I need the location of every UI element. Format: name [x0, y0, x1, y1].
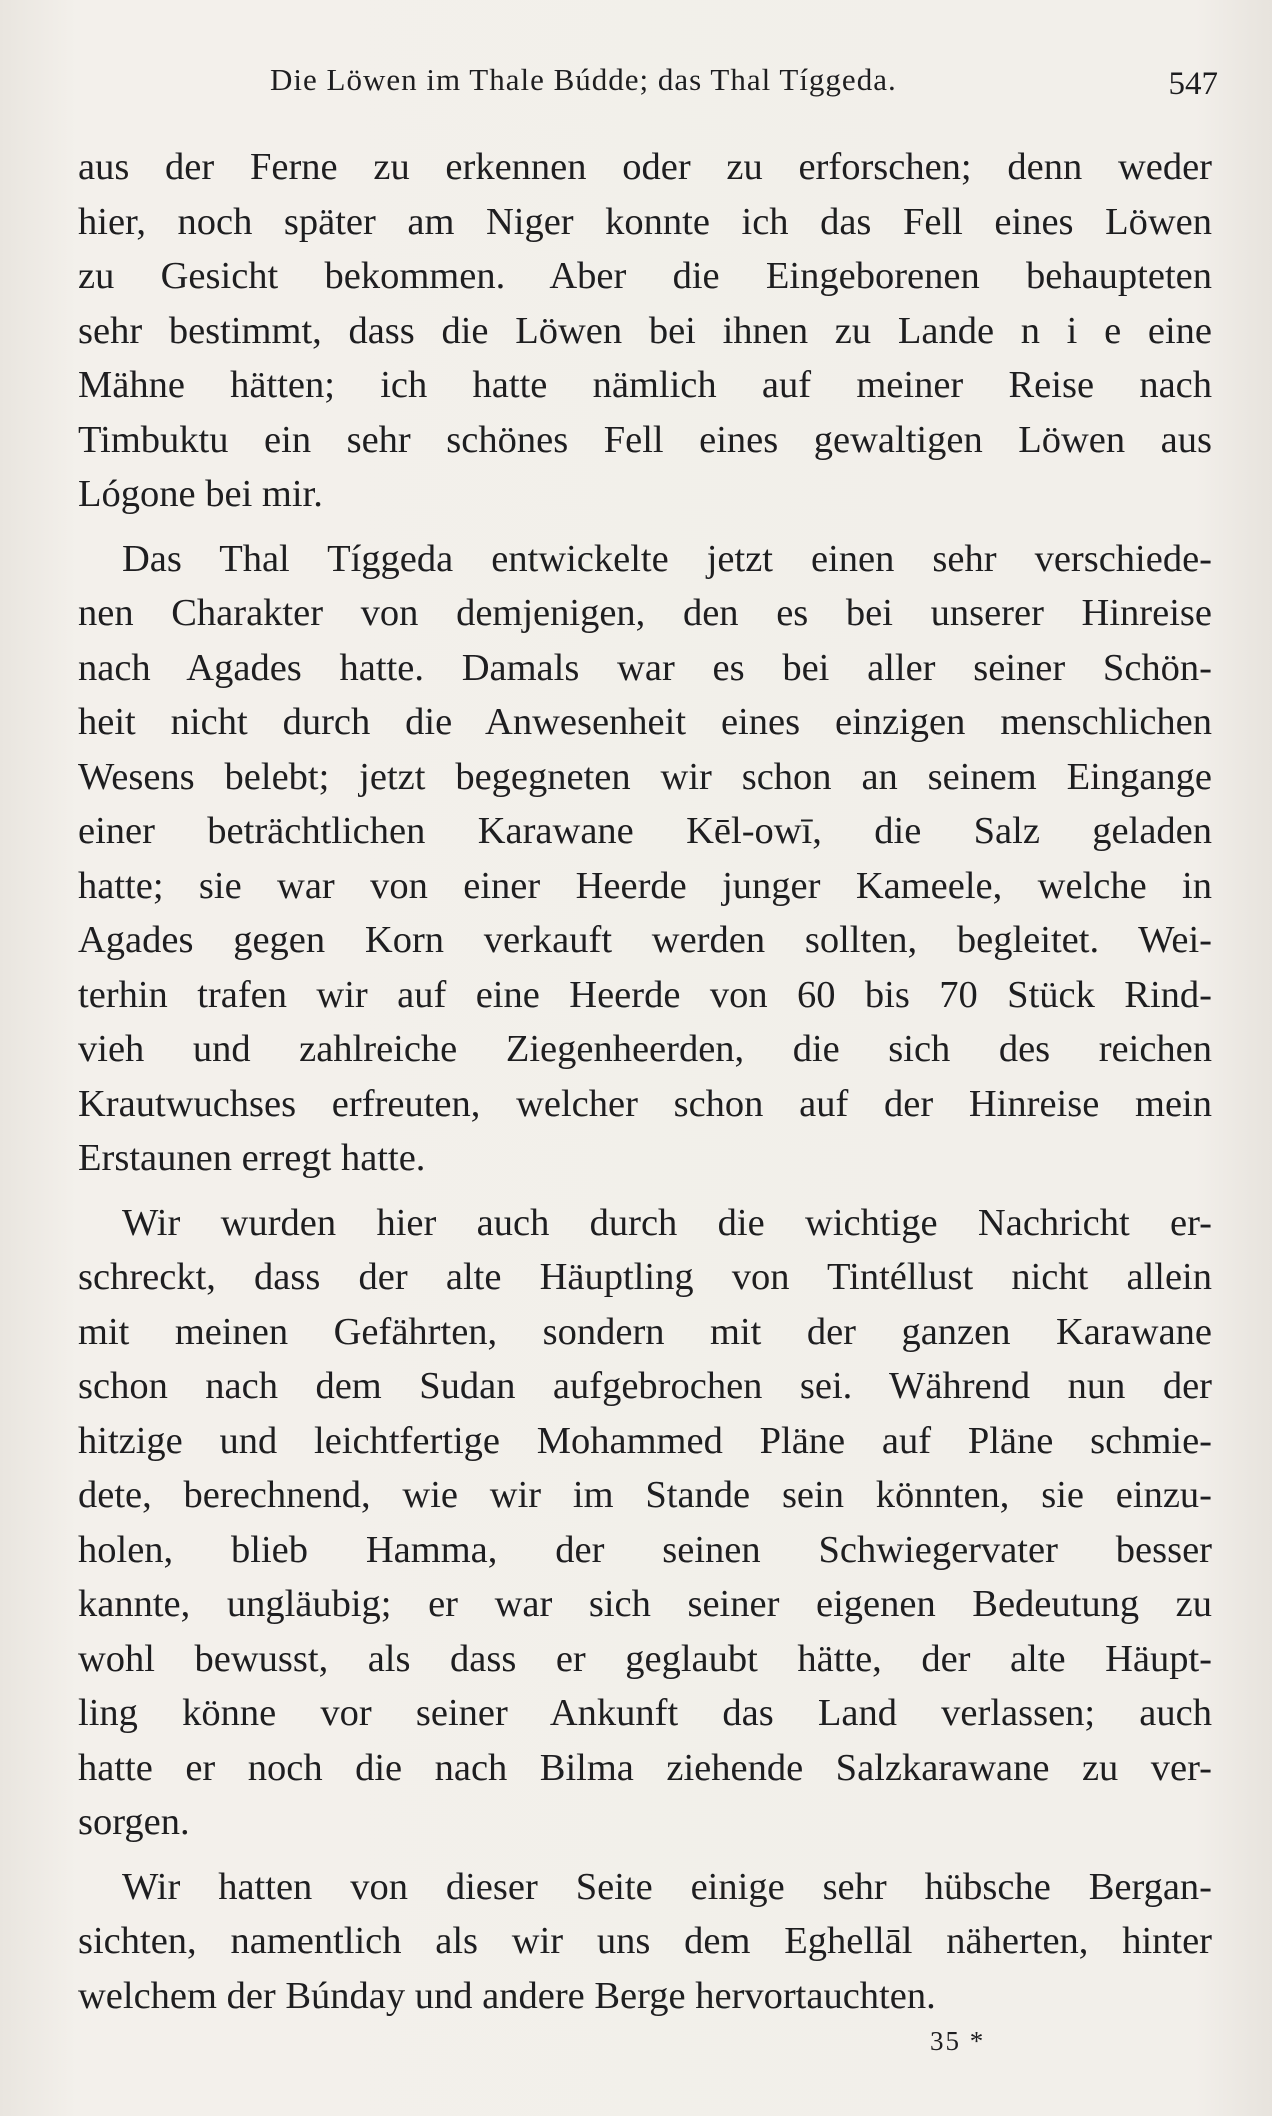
text-line: hier, noch später am Niger konnte ich das Fell eines Löwen	[78, 200, 1212, 243]
text-line: Wesens belebt; jetzt begegneten wir schon an seinem Eingange	[78, 755, 1212, 798]
text-line: nach Agades hatte. Damals war es bei aller seiner Schön-	[78, 646, 1212, 689]
running-title: Die Löwen im Thale Búdde; das Thal Tíggeda.	[270, 62, 897, 97]
paragraph-2	[78, 532, 1212, 1186]
paragraph-4	[78, 1860, 1212, 2024]
text-line: heit nicht durch die Anwesenheit eines einzigen menschlichen	[78, 701, 1212, 743]
text-line: ling könne vor seiner Ankunft das Land verlassen; auch	[78, 1692, 1212, 1734]
text-line: sehr bestimmt, dass die Löwen bei ihnen zu Lande n i e eine	[78, 309, 1212, 352]
paragraph-1	[78, 140, 1212, 522]
text-line: schon nach dem Sudan aufgebrochen sei. Während nun der	[78, 1365, 1212, 1407]
text-line: wohl bewusst, als dass er geglaubt hätte, der alte Häupt-	[78, 1637, 1212, 1680]
text-line: sichten, namentlich als wir uns dem Eghellāl näherten, hinter	[78, 1920, 1212, 1962]
text-line: Timbuktu ein sehr schönes Fell eines gewaltigen Löwen aus	[78, 418, 1212, 461]
text-line: welchem der Búnday und andere Berge hervortauchten.	[78, 1974, 936, 2017]
text-line: mit meinen Gefährten, sondern mit der ganzen Karawane	[78, 1310, 1212, 1353]
text-line: dete, berechnend, wie wir im Stande sein könnten, sie einzu-	[78, 1474, 1212, 1516]
page-body	[78, 140, 1212, 2033]
text-line: hatte; sie war von einer Heerde junger Kameele, welche in	[78, 864, 1212, 907]
text-line: einer beträchtlichen Karawane Kēl-owī, die Salz geladen	[78, 810, 1212, 852]
text-line: kannte, ungläubig; er war sich seiner eigenen Bedeutung zu	[78, 1583, 1212, 1625]
text-line: Wir wurden hier auch durch die wichtige Nachricht er-	[122, 1201, 1212, 1244]
text-line: aus der Ferne zu erkennen oder zu erforschen; denn weder	[78, 146, 1212, 188]
paragraph-3	[78, 1196, 1212, 1850]
page-number: 547	[1168, 66, 1218, 102]
text-line: Agades gegen Korn verkauft werden sollten, begleitet. Wei-	[78, 919, 1212, 961]
text-line: hatte er noch die nach Bilma ziehende Salzkarawane zu ver-	[78, 1746, 1212, 1789]
text-line: nen Charakter von demjenigen, den es bei unserer Hinreise	[78, 592, 1212, 634]
text-line: holen, blieb Hamma, der seinen Schwiegervater besser	[78, 1528, 1212, 1571]
text-line: Erstaunen erregt hatte.	[78, 1137, 426, 1179]
text-line: sorgen.	[78, 1801, 190, 1843]
text-line: zu Gesicht bekommen. Aber die Eingeborenen behaupteten	[78, 255, 1212, 297]
text-line: Das Thal Tíggeda entwickelte jetzt einen sehr verschiede-	[122, 537, 1212, 580]
text-line: Lógone bei mir.	[78, 473, 323, 515]
printer-signature: 35 *	[930, 2026, 986, 2056]
text-line: Wir hatten von dieser Seite einige sehr hübsche Bergan-	[122, 1865, 1212, 1908]
text-line: terhin trafen wir auf eine Heerde von 60 bis 70 Stück Rind-	[78, 973, 1212, 1016]
text-line: vieh und zahlreiche Ziegenheerden, die sich des reichen	[78, 1028, 1212, 1070]
text-line: Krautwuchses erfreuten, welcher schon auf der Hinreise mein	[78, 1082, 1212, 1125]
text-line: schreckt, dass der alte Häuptling von Tintéllust nicht allein	[78, 1256, 1212, 1298]
text-line: Mähne hätten; ich hatte nämlich auf meiner Reise nach	[78, 364, 1212, 406]
text-line: hitzige und leichtfertige Mohammed Pläne auf Pläne schmie-	[78, 1419, 1212, 1462]
